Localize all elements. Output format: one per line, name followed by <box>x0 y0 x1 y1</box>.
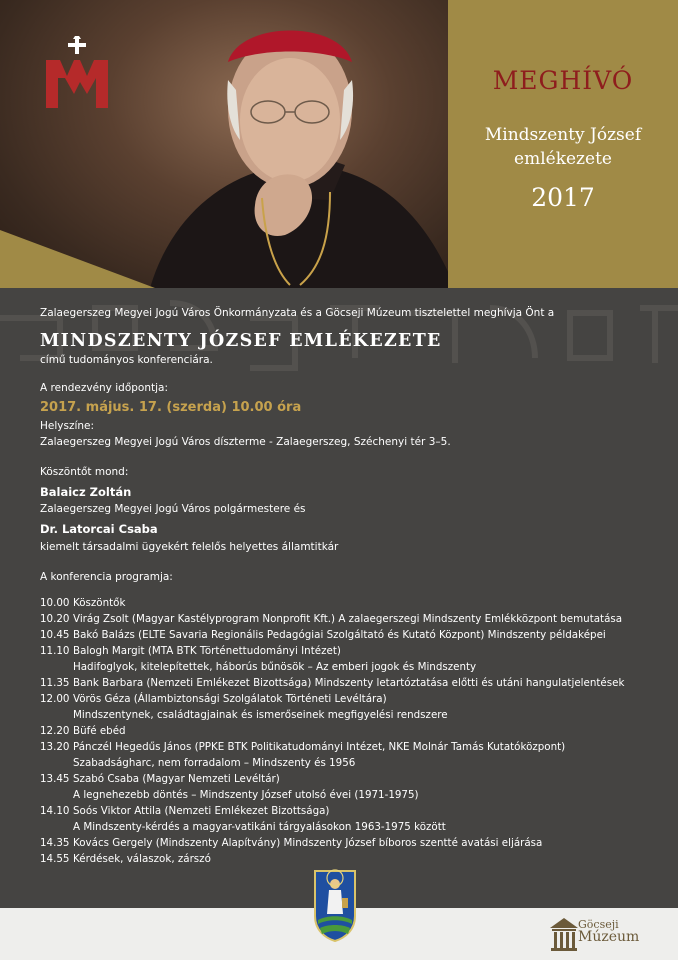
program-description: Vörös Géza (Állambiztonsági Szolgálatok Történeti Levéltára) Mindszentynek, családtagjainak és ismerőseinek megfigyelési rendszere <box>73 693 448 721</box>
program-item <box>40 739 660 771</box>
intro-text: Zalaegerszeg Megyei Jogú Város Önkormányzata és a Göcseji Múzeum tisztelettel meghívja Önt a <box>40 307 555 319</box>
invite-title: MEGHÍVÓ <box>492 66 634 95</box>
program-description: Köszöntők <box>73 597 126 609</box>
subtitle-line-1: Mindszenty József <box>484 125 642 145</box>
program-item <box>40 643 660 675</box>
museum-name-line-1: Göcseji <box>578 918 619 931</box>
program-description: Kérdések, válaszok, zárszó <box>73 853 211 865</box>
venue-value: Zalaegerszeg Megyei Jogú Város díszterme - Zalaegerszeg, Széchenyi tér 3–5. <box>40 436 451 448</box>
program-item <box>40 851 660 867</box>
program-description: Kovács Gergely (Mindszenty Alapítvány) Mindszenty József bíboros szentté avatási eljárása <box>73 837 543 849</box>
program-description: Bakó Balázs (ELTE Savaria Regionális Pedagógiai Szolgáltató és Kutató Központ) Mindszenty példaképei <box>73 629 606 641</box>
program-item <box>40 835 660 851</box>
program-time: 11.35 <box>40 677 70 689</box>
header <box>0 0 678 288</box>
subtitle-line-2: emlékezete <box>514 149 612 169</box>
speaker-2-name: Dr. Latorcai Csaba <box>40 522 158 536</box>
program-description: Bank Barbara (Nemzeti Emlékezet Bizottsága) Mindszenty letartóztatása előtti és utáni hangulatjelentések <box>73 677 625 689</box>
program-time: 14.35 <box>40 837 70 849</box>
program-description: Soós Viktor Attila (Nemzeti Emlékezet Bizottsága) A Mindszenty-kérdés a magyar-vatikáni tárgyalásokon 1963-1975 között <box>73 805 446 833</box>
greeting-label: Köszöntőt mond: <box>40 466 129 478</box>
program-time: 10.45 <box>40 629 70 641</box>
program-time: 14.10 <box>40 805 70 817</box>
program-description: Pánczél Hegedűs János (PPKE BTK Politikatudományi Intézet, NKE Molnár Tamás Kutatóközpont) Szabadságharc, nem forradalom – Mindszenty és 1956 <box>73 741 566 769</box>
program-time: 14.55 <box>40 853 70 865</box>
date-label: A rendezvény időpontja: <box>40 382 168 394</box>
gold-diagonal-band <box>0 230 455 288</box>
event-subtitle <box>485 123 641 171</box>
speaker-2-role: kiemelt társadalmi ügyekért felelős helyettes államtitkár <box>40 541 339 553</box>
program-list <box>40 595 660 867</box>
program-item <box>40 691 660 723</box>
program-description: Büfé ebéd <box>73 725 126 737</box>
program-item <box>40 627 660 643</box>
program-description: Virág Zsolt (Magyar Kastélyprogram Nonprofit Kft.) A zalaegerszegi Mindszenty Emlékközpont bemutatása <box>73 613 623 625</box>
program-item <box>40 771 660 803</box>
program-item <box>40 803 660 835</box>
title-panel <box>448 0 678 288</box>
program-item <box>40 595 660 611</box>
program-description: Szabó Csaba (Magyar Nemzeti Levéltár) A legnehezebb döntés – Mindszenty József utolsó évei (1971-1975) <box>73 773 419 801</box>
mindszenty-logo <box>46 36 108 108</box>
event-year: 2017 <box>531 183 595 212</box>
conference-subtitle: című tudományos konferenciára. <box>40 354 213 366</box>
invitation-body <box>0 288 678 908</box>
program-description: Balogh Margit (MTA BTK Történettudományi Intézet) Hadifoglyok, kitelepítettek, háborús bűnösök – Az emberi jogok és Mindszenty <box>73 645 477 673</box>
program-time: 11.10 <box>40 645 70 657</box>
speaker-1-name: Balaicz Zoltán <box>40 485 132 499</box>
city-coat-of-arms <box>312 868 358 942</box>
program-time: 10.20 <box>40 613 70 625</box>
speaker-1-role: Zalaegerszeg Megyei Jogú Város polgármestere és <box>40 503 306 515</box>
museum-name-line-2: Múzeum <box>578 929 640 945</box>
program-label: A konferencia programja: <box>40 571 173 583</box>
program-item <box>40 611 660 627</box>
venue-label: Helyszíne: <box>40 420 95 432</box>
program-item <box>40 675 660 691</box>
program-time: 12.20 <box>40 725 70 737</box>
conference-title: MINDSZENTY JÓZSEF EMLÉKEZETE <box>40 331 442 351</box>
museum-logo-text <box>578 918 639 944</box>
program-time: 13.45 <box>40 773 70 785</box>
program-item <box>40 723 660 739</box>
date-value: 2017. május. 17. (szerda) 10.00 óra <box>40 400 302 415</box>
program-time: 12.00 <box>40 693 70 705</box>
program-time: 10.00 <box>40 597 70 609</box>
program-time: 13.20 <box>40 741 70 753</box>
